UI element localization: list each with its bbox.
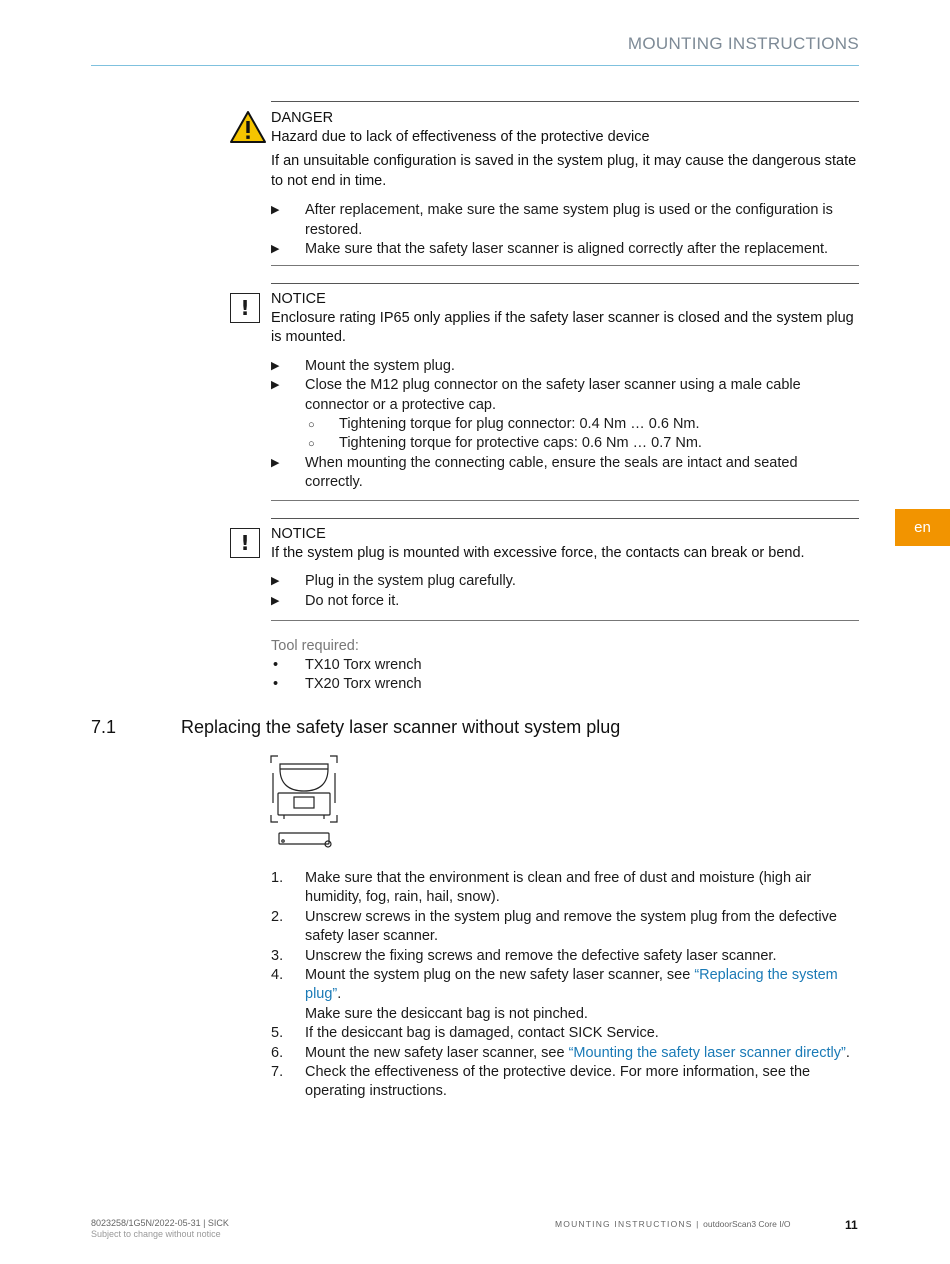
triangle-bullet-icon: ▶ — [271, 379, 280, 392]
danger-box — [271, 101, 859, 259]
list-item: ▶ Make sure that the safety laser scanner is aligned correctly after the replacement. — [271, 240, 859, 259]
danger-body: If an unsuitable configuration is saved in the system plug, it may cause the dangerous state to not end in time. — [271, 153, 857, 189]
divider — [271, 265, 859, 266]
footer-title: MOUNTING INSTRUCTIONS | outdoorScan3 Core I/O — [555, 1219, 791, 1229]
footer-disclaimer: Subject to change without notice — [91, 1229, 221, 1239]
step-item: 2. Unscrew screws in the system plug and remove the system plug from the defective safety laser scanner. — [271, 908, 837, 945]
triangle-bullet-icon: ▶ — [271, 204, 280, 217]
procedure-steps — [271, 869, 859, 1102]
page-header-title: MOUNTING INSTRUCTIONS — [627, 34, 859, 53]
triangle-bullet-icon: ▶ — [271, 594, 280, 607]
section-number: 7.1 — [91, 717, 117, 737]
section-title: Replacing the safety laser scanner without system plug — [181, 717, 621, 737]
notice-list — [271, 357, 859, 493]
notice-box — [271, 518, 859, 611]
notice-body: If the system plug is mounted with excessive force, the contacts can break or bend. — [271, 545, 805, 561]
sub-list-item: ○ Tightening torque for plug connector: 0.4 Nm … 0.6 Nm. — [305, 415, 859, 434]
exclamation-box-icon: ! — [230, 293, 260, 323]
footer-left — [91, 1218, 229, 1240]
list-item: ▶ Mount the system plug. — [271, 357, 859, 376]
link-replacing-system-plug[interactable]: “Replacing the system plug” — [305, 967, 838, 1003]
header-rule — [91, 65, 859, 66]
step-item: 4. Mount the system plug on the new safety laser scanner, see “Replacing the system plug”. Make sure the desiccant bag is not pinched. — [271, 967, 838, 1022]
danger-list — [271, 201, 859, 259]
step-item: 7. Check the effectiveness of the protective device. For more information, see the operating instructions. — [271, 1064, 811, 1100]
list-item: ▶ Close the M12 plug connector on the safety laser scanner using a male cable connector or a protective cap. ○ Tightening torque for plug connector: 0.4 Nm … 0.6 Nm. ○ Tightening torque for protective caps: 0.6 Nm … 0.7 Nm. — [271, 376, 859, 454]
list-item: • TX10 Torx wrench — [273, 657, 422, 673]
step-item: 5. If the desiccant bag is damaged, contact SICK Service. — [271, 1025, 659, 1042]
list-item: ▶ When mounting the connecting cable, ensure the seals are intact and seated correctly. — [271, 454, 798, 491]
list-item: ▶ Plug in the system plug carefully. — [271, 572, 859, 591]
list-item: • TX20 Torx wrench — [273, 676, 422, 693]
step-item: 3. Unscrew the fixing screws and remove the defective safety laser scanner. — [271, 947, 777, 964]
sub-list — [271, 415, 859, 454]
notice-box — [271, 283, 859, 493]
notice-list — [271, 572, 859, 611]
triangle-bullet-icon: ▶ — [271, 243, 280, 256]
step-item: 1. Make sure that the environment is clean and free of dust and moisture (high air humidity, fog, rain, hail, snow). — [271, 870, 812, 906]
notice-label: NOTICE — [271, 291, 326, 307]
language-tab[interactable]: en — [895, 509, 950, 546]
circle-bullet-icon: ○ — [308, 419, 315, 432]
safety-laser-scanner-icon — [270, 755, 338, 849]
triangle-bullet-icon: ▶ — [271, 575, 280, 588]
tool-list — [271, 656, 859, 695]
triangle-bullet-icon: ▶ — [271, 456, 280, 469]
step-item: 6. Mount the new safety laser scanner, see “Mounting the safety laser scanner directly”. — [271, 1044, 850, 1061]
danger-label: DANGER — [271, 110, 334, 126]
tool-required-label: Tool required: — [271, 638, 359, 654]
warning-triangle-icon — [229, 110, 267, 144]
page-number: 11 — [845, 1218, 858, 1232]
sub-list-item: ○ Tightening torque for protective caps: 0.6 Nm … 0.7 Nm. — [305, 434, 859, 453]
link-mounting-scanner-directly[interactable]: “Mounting the safety laser scanner directly” — [568, 1044, 846, 1061]
divider — [271, 500, 859, 501]
danger-subtitle: Hazard due to lack of effectiveness of the protective device — [271, 129, 650, 145]
divider — [271, 620, 859, 621]
circle-bullet-icon: ○ — [308, 438, 315, 451]
list-item: ▶ Do not force it. — [271, 592, 859, 611]
exclamation-box-icon: ! — [230, 528, 260, 558]
triangle-bullet-icon: ▶ — [271, 359, 280, 372]
list-item: ▶ After replacement, make sure the same system plug is used or the configuration is restored. — [271, 202, 833, 238]
footer-doc-id: 8023258/1G5N/2022-05-31 | SICK — [91, 1218, 229, 1228]
notice-label: NOTICE — [271, 526, 326, 542]
notice-body: Enclosure rating IP65 only applies if the safety laser scanner is closed and the system plug is mounted. — [271, 310, 854, 346]
